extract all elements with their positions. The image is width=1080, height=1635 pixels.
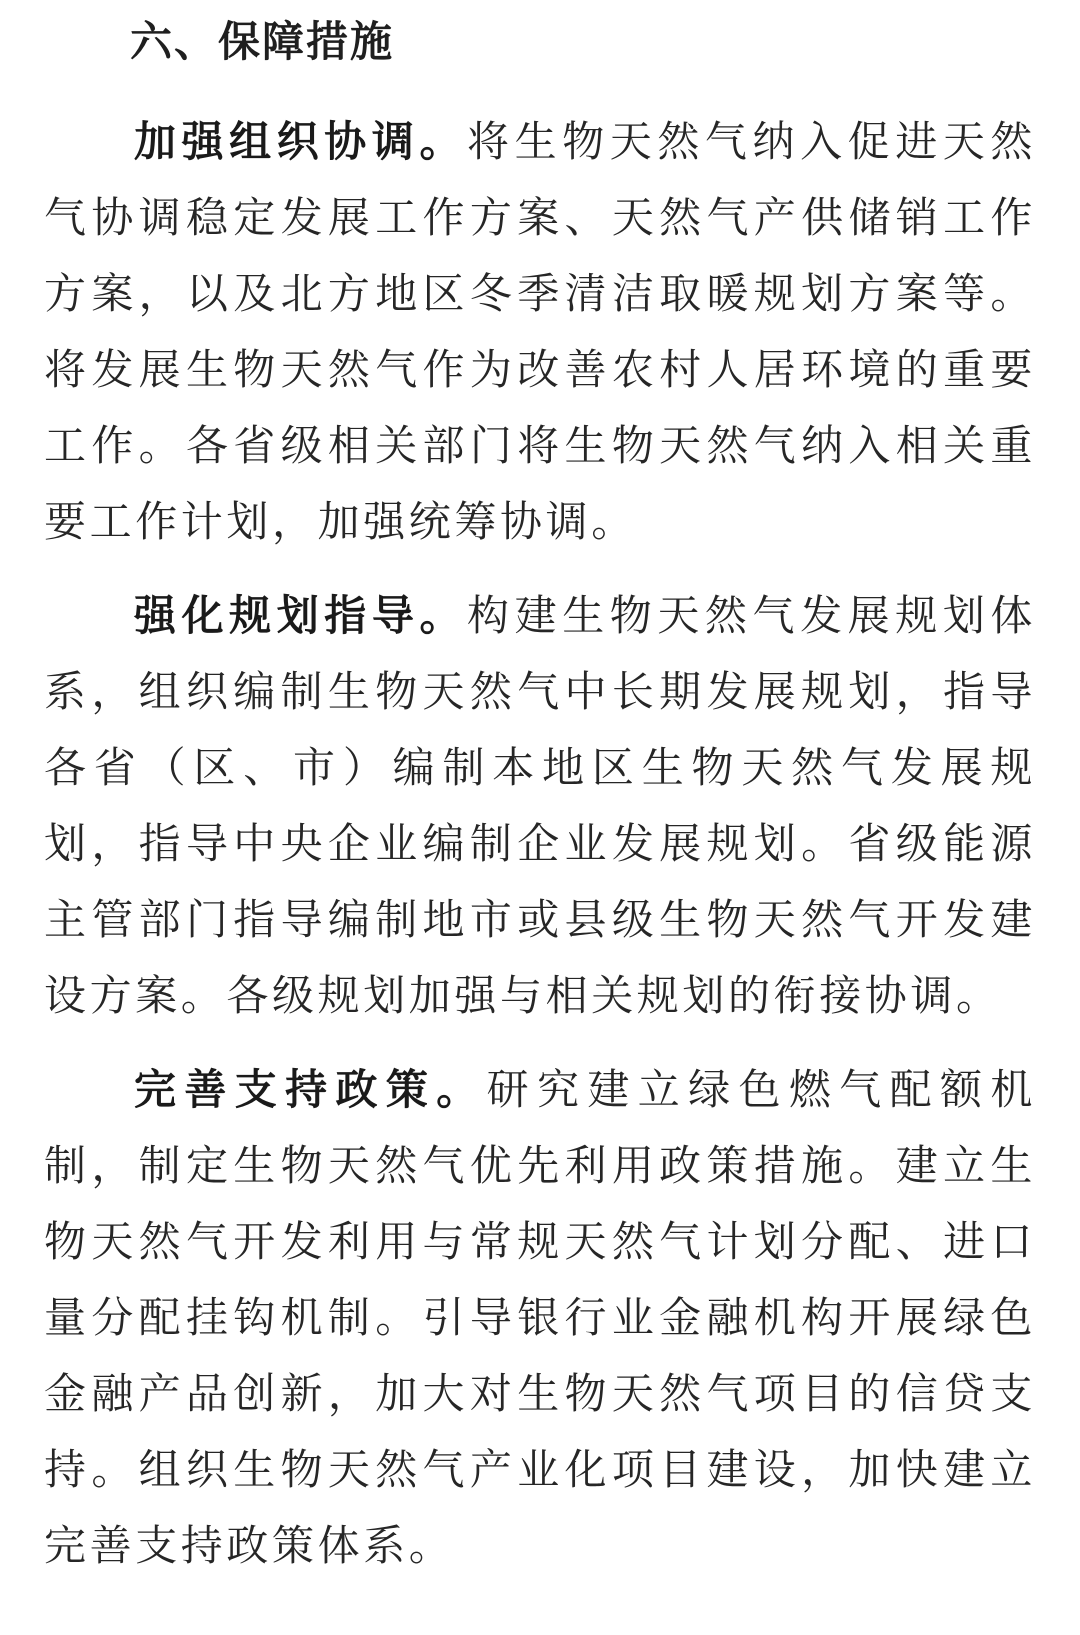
paragraph-body: 将生物天然气纳入促进天然气协调稳定发展工作方案、天然气产供储销工作方案，以及北方地区冬季清洁取暖规划方案等。将发展生物天然气作为改善农村人居环境的重要工作。各省级相关部门将生物天然气纳入相关重要工作计划，加强统筹协调。 bbox=[44, 117, 1036, 546]
paragraph-lead: 完善支持政策。 bbox=[134, 1065, 487, 1114]
paragraph-lead: 强化规划指导。 bbox=[134, 591, 468, 640]
paragraph-body: 构建生物天然气发展规划体系，组织编制生物天然气中长期发展规划，指导各省（区、市）编制本地区生物天然气发展规划，指导中央企业编制企业发展规划。省级能源主管部门指导编制地市或县级生物天然气开发建设方案。各级规划加强与相关规划的衔接协调。 bbox=[44, 591, 1036, 1020]
paragraph-organization-coordination bbox=[44, 104, 1036, 560]
paragraph-lead: 加强组织协调。 bbox=[134, 117, 468, 166]
paragraph-body: 研究建立绿色燃气配额机制，制定生物天然气优先利用政策措施。建立生物天然气开发利用与常规天然气计划分配、进口量分配挂钩机制。引导银行业金融机构开展绿色金融产品创新，加大对生物天然气项目的信贷支持。组织生物天然气产业化项目建设，加快建立完善支持政策体系。 bbox=[44, 1065, 1036, 1570]
section-heading: 六、保障措施 bbox=[130, 17, 395, 66]
paragraph-planning-guidance bbox=[44, 578, 1036, 1034]
paragraph-support-policies bbox=[44, 1052, 1036, 1584]
